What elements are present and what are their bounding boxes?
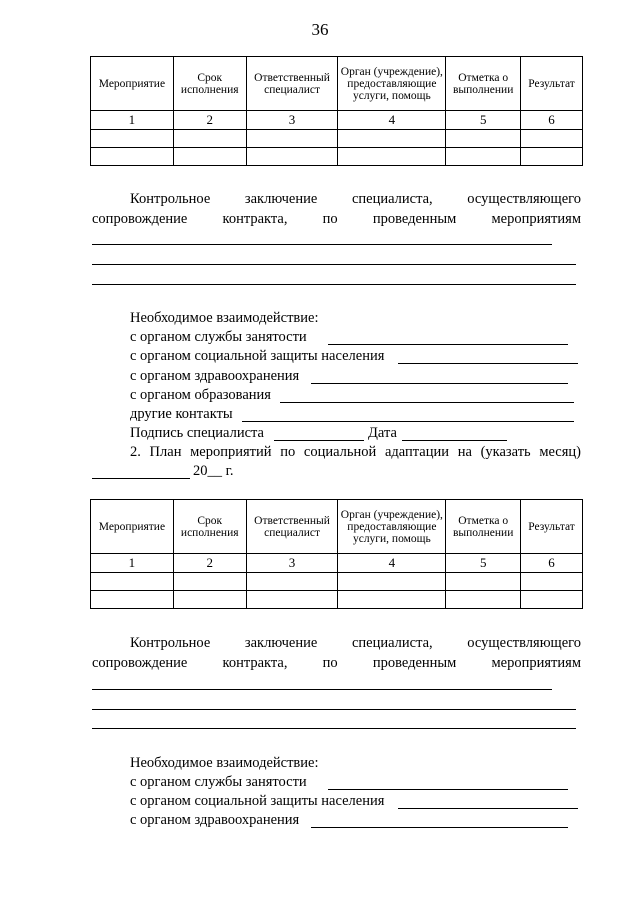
date-fill-line[interactable]: [402, 440, 507, 441]
header-responsible: Ответственный специалист: [246, 57, 338, 111]
word: заключение: [244, 635, 318, 651]
word: Контрольное: [130, 191, 211, 207]
word: проведенным: [372, 655, 457, 671]
column-number: 5: [446, 554, 521, 573]
table-cell[interactable]: [173, 573, 246, 591]
signature-label: Подпись специалиста: [130, 425, 264, 441]
activities-table-2: [90, 499, 583, 609]
plan-heading-line: [130, 444, 581, 461]
word: по: [322, 655, 338, 671]
social-fill-line[interactable]: [398, 363, 578, 364]
conclusion-line-1: [130, 191, 581, 208]
word: осуществляющего: [467, 635, 581, 651]
table-cell[interactable]: [446, 148, 521, 166]
month-fill-line[interactable]: [92, 478, 190, 479]
word: социальной: [303, 444, 377, 460]
employment-fill-line[interactable]: [328, 344, 568, 345]
table-cell[interactable]: [246, 591, 338, 609]
header-completion-mark: Отметка о выполнении: [446, 500, 521, 554]
conclusion-line-2: [92, 211, 581, 228]
table-cell[interactable]: [246, 130, 338, 148]
interaction-education-label: с органом образования: [130, 387, 271, 403]
word: проведенным: [372, 211, 457, 227]
word: заключение: [244, 191, 318, 207]
column-number: 1: [91, 554, 174, 573]
table-cell[interactable]: [338, 130, 446, 148]
word: специалиста,: [351, 635, 433, 651]
table-number-row: [91, 554, 583, 573]
social-fill-line[interactable]: [398, 808, 578, 809]
word: по: [280, 444, 296, 460]
header-activity: Мероприятие: [91, 500, 174, 554]
conclusion-fill-line[interactable]: [92, 689, 552, 690]
conclusion-fill-line[interactable]: [92, 709, 576, 710]
interaction-health-label: с органом здравоохранения: [130, 812, 300, 828]
table-cell[interactable]: [173, 148, 246, 166]
table-cell[interactable]: [173, 130, 246, 148]
education-fill-line[interactable]: [280, 402, 574, 403]
conclusion-fill-line[interactable]: [92, 728, 576, 729]
other-fill-line[interactable]: [242, 421, 574, 422]
conclusion-line-1: [130, 635, 581, 652]
word: контракта,: [222, 655, 288, 671]
employment-fill-line[interactable]: [328, 789, 568, 790]
table-cell[interactable]: [91, 573, 174, 591]
health-fill-line[interactable]: [311, 827, 568, 828]
table-cell[interactable]: [91, 148, 174, 166]
interaction-employment-label: с органом службы занятости: [130, 329, 307, 345]
column-number: 3: [246, 111, 338, 130]
signature-fill-line[interactable]: [274, 440, 364, 441]
interaction-health-label: с органом здравоохранения: [130, 368, 300, 384]
health-fill-line[interactable]: [311, 383, 568, 384]
table-row: [91, 591, 583, 609]
table-header-row: [91, 57, 583, 111]
word: сопровождение: [92, 655, 188, 671]
table-number-row: [91, 111, 583, 130]
word: по: [322, 211, 338, 227]
table-cell[interactable]: [91, 591, 174, 609]
word: мероприятиям: [491, 655, 581, 671]
word: специалиста,: [351, 191, 433, 207]
header-deadline: Срок исполнения: [173, 57, 246, 111]
page-number: 36: [311, 20, 329, 39]
word: 2.: [130, 444, 141, 460]
header-activity: Мероприятие: [91, 57, 174, 111]
activities-table-1: [90, 56, 583, 166]
column-number: 4: [338, 554, 446, 573]
word: План: [149, 444, 182, 460]
column-number: 2: [173, 554, 246, 573]
word: адаптации: [384, 444, 450, 460]
word: осуществляющего: [467, 191, 581, 207]
interaction-other-label: другие контакты: [130, 406, 233, 422]
column-number: 4: [338, 111, 446, 130]
table-cell[interactable]: [521, 130, 583, 148]
interaction-social-label: с органом социальной защиты населения: [130, 348, 385, 364]
table-cell[interactable]: [173, 591, 246, 609]
word: (указать: [480, 444, 531, 460]
column-number: 2: [173, 111, 246, 130]
column-number: 5: [446, 111, 521, 130]
column-number: 3: [246, 554, 338, 573]
word: контракта,: [222, 211, 288, 227]
table-cell[interactable]: [338, 591, 446, 609]
date-label: Дата: [368, 425, 397, 441]
header-completion-mark: Отметка о выполнении: [446, 57, 521, 111]
word: на: [457, 444, 472, 460]
word: месяц): [539, 444, 581, 460]
word: мероприятий: [190, 444, 272, 460]
table-cell[interactable]: [246, 148, 338, 166]
header-organization: Орган (учреждение), предоставляющие услуги, помощь: [338, 57, 446, 111]
plan-year: 20__ г.: [193, 463, 234, 479]
conclusion-fill-line[interactable]: [92, 244, 552, 245]
word: мероприятиям: [491, 211, 581, 227]
table-cell[interactable]: [338, 573, 446, 591]
conclusion-fill-line[interactable]: [92, 284, 576, 285]
table-row: [91, 148, 583, 166]
header-result: Результат: [521, 500, 583, 554]
table-cell[interactable]: [446, 591, 521, 609]
column-number: 6: [521, 111, 583, 130]
table-cell[interactable]: [521, 148, 583, 166]
column-number: 6: [521, 554, 583, 573]
table-cell[interactable]: [521, 591, 583, 609]
header-result: Результат: [521, 57, 583, 111]
table-row: [91, 130, 583, 148]
interaction-title: Необходимое взаимодействие:: [130, 755, 319, 771]
table-cell[interactable]: [91, 130, 174, 148]
column-number: 1: [91, 111, 174, 130]
table-cell[interactable]: [246, 573, 338, 591]
interaction-title: Необходимое взаимодействие:: [130, 310, 319, 326]
table-row: [91, 573, 583, 591]
word: Контрольное: [130, 635, 211, 651]
conclusion-fill-line[interactable]: [92, 264, 576, 265]
interaction-employment-label: с органом службы занятости: [130, 774, 307, 790]
table-cell[interactable]: [521, 573, 583, 591]
table-cell[interactable]: [446, 573, 521, 591]
interaction-social-label: с органом социальной защиты населения: [130, 793, 385, 809]
table-header-row: [91, 500, 583, 554]
header-deadline: Срок исполнения: [173, 500, 246, 554]
word: сопровождение: [92, 211, 188, 227]
table-cell[interactable]: [446, 130, 521, 148]
table-cell[interactable]: [338, 148, 446, 166]
header-responsible: Ответственный специалист: [246, 500, 338, 554]
conclusion-line-2: [92, 655, 581, 672]
header-organization: Орган (учреждение), предоставляющие услуги, помощь: [338, 500, 446, 554]
